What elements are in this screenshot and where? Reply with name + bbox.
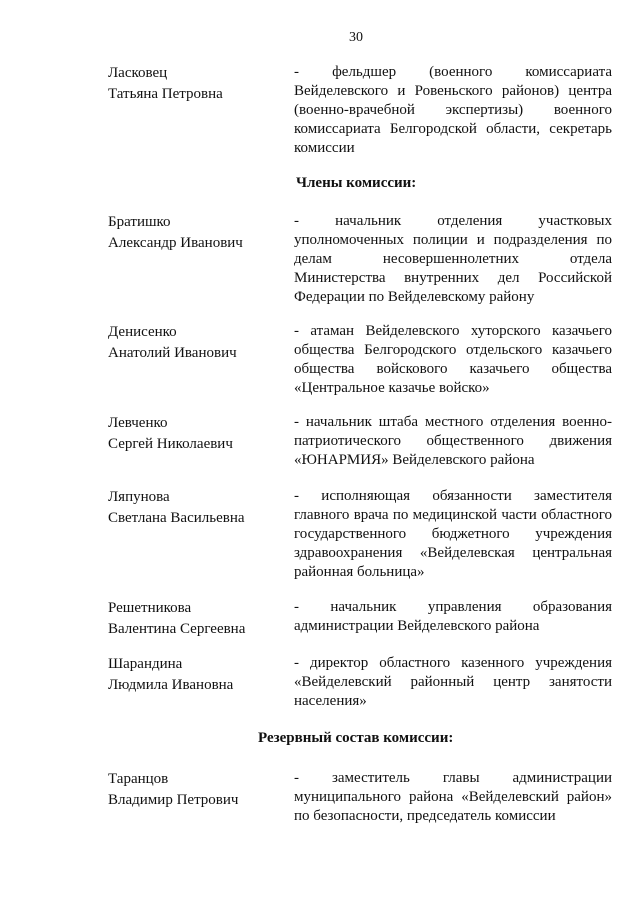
person-name [108,212,288,254]
given-names: Светлана Васильевна [108,510,245,526]
person-role: - начальник штаба местного отделения военно-патриотического общественного движения «ЮНАРМИЯ» Вейделевского района [294,414,612,468]
person-role: - начальник управления образования администрации Вейделевского района [294,599,612,634]
surname: Решетникова [108,600,192,616]
person-name [108,654,288,696]
person-name [108,413,288,455]
reserve-heading: Резервный состав комиссии: [258,730,454,746]
person-name [108,63,288,105]
person-role: - директор областного казенного учреждения «Вейделевский районный центр занятости населения» [294,655,612,709]
given-names: Владимир Петрович [108,792,239,808]
surname: Левченко [108,415,168,431]
given-names: Анатолий Иванович [108,345,237,361]
person-role: - атаман Вейделевского хуторского казачьего общества Белгородского отдельского казачьего общества войскового казачьего общества «Центральное казачье войско» [294,323,612,396]
person-name [108,598,288,640]
person-role: - исполняющая обязанности заместителя главного врача по медицинской части областного государственного бюджетного учреждения здравоохранения «Вейделевская центральная районная больница» [294,488,612,580]
surname: Ласковец [108,65,168,81]
surname: Шарандина [108,656,183,672]
page-number: 30 [349,30,363,45]
given-names: Людмила Ивановна [108,677,234,693]
given-names: Александр Иванович [108,235,243,251]
surname: Братишко [108,214,171,230]
members-heading: Члены комиссии: [296,175,417,191]
person-name [108,322,288,364]
person-role: - фельдшер (военного комиссариата Вейделевского и Ровеньского районов) центра (военно-врачебной экспертизы) военного комиссариата Белгородской области, секретарь комиссии [294,64,612,156]
given-names: Валентина Сергеевна [108,621,246,637]
person-name [108,487,288,529]
person-role: - начальник отделения участковых уполномоченных полиции и подразделения по делам несовершеннолетних отдела Министерства внутренних дел Российской Федерации по Вейделевскому району [294,213,612,305]
given-names: Татьяна Петровна [108,86,223,102]
person-name [108,769,288,811]
surname: Ляпунова [108,489,170,505]
given-names: Сергей Николаевич [108,436,233,452]
surname: Денисенко [108,324,177,340]
person-role: - заместитель главы администрации муниципального района «Вейделевский район» по безопасности, председатель комиссии [294,770,612,824]
surname: Таранцов [108,771,169,787]
